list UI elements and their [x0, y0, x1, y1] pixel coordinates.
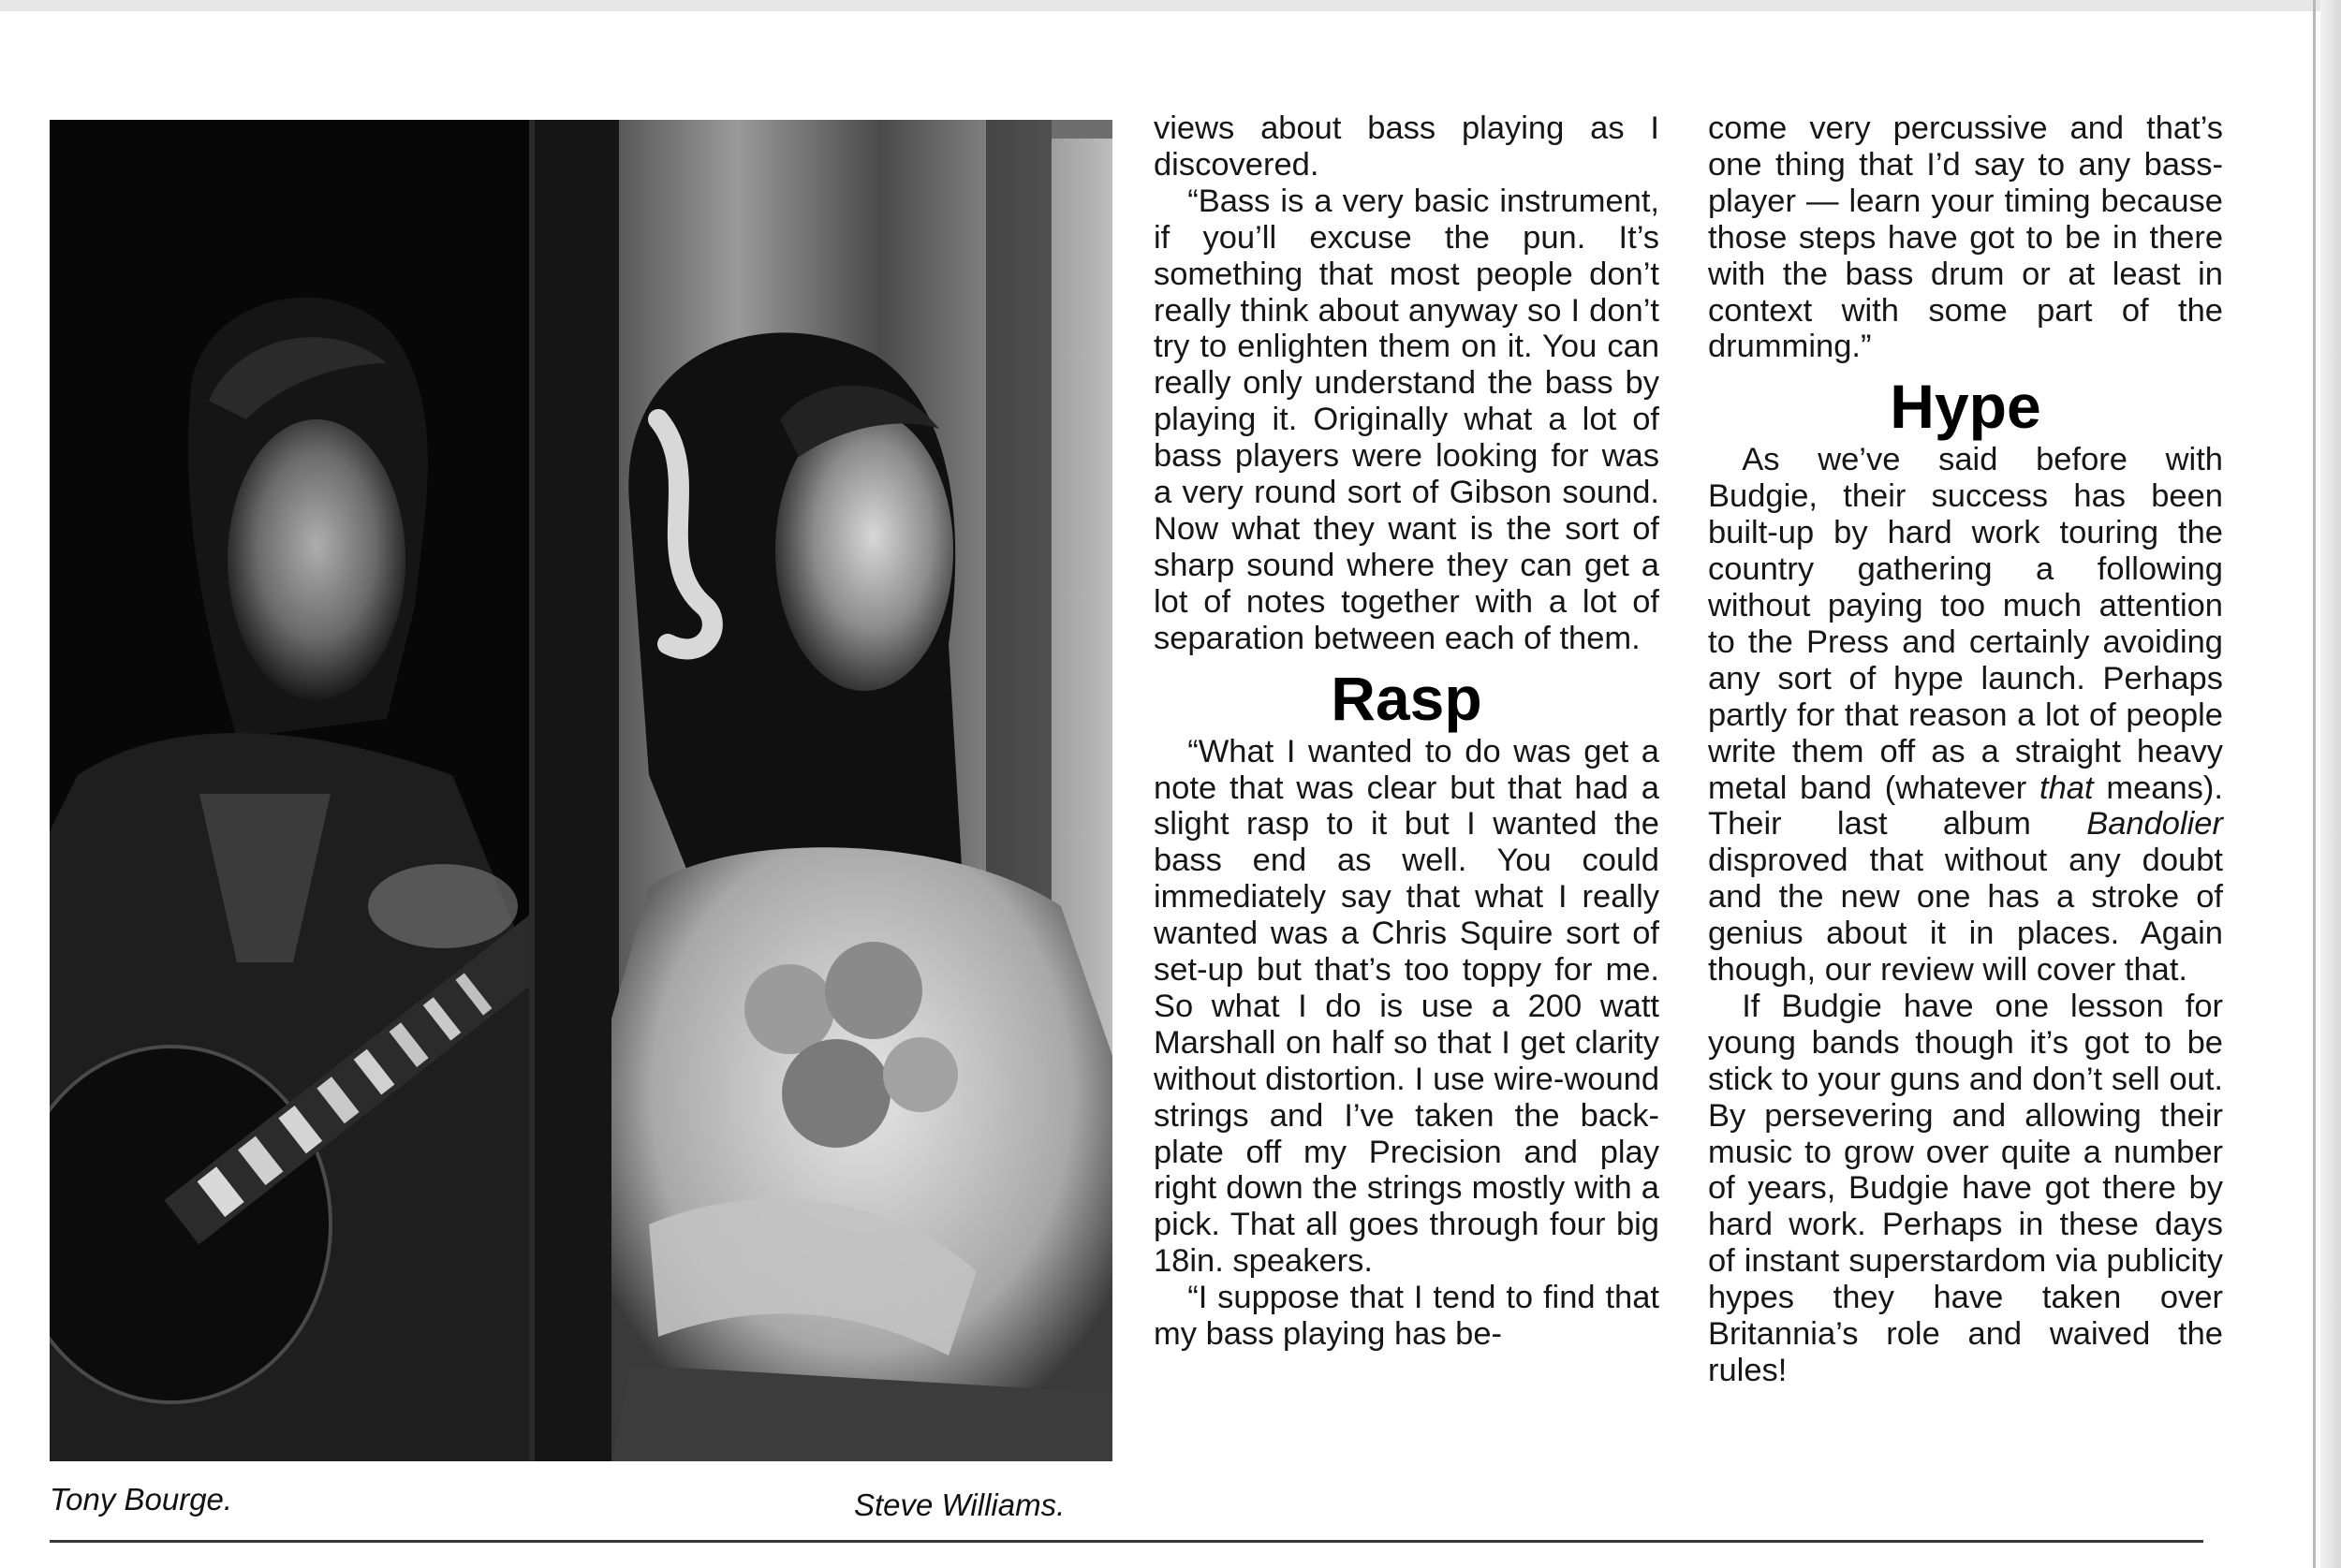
scan-right-edge — [2320, 0, 2341, 1568]
photo-caption-right: Steve Williams. — [854, 1487, 1066, 1522]
text-run: As we’ve said before with Budgie, their success has been built-up by hard work touring the country gathering a following without paying too much attention to the Press and certainly avoiding any sort of hype launch. Perhaps partly for that reason a lot of people write them off as a straight heavy metal band (whatever — [1708, 442, 2223, 806]
paragraph: views about bass playing as I discovered. — [1154, 110, 1659, 183]
paragraph — [1708, 442, 2223, 989]
photo-caption-left: Tony Bourge. — [50, 1482, 233, 1517]
scan-right-edge-line — [2313, 0, 2316, 1568]
album-title: Bandolier — [2086, 806, 2223, 843]
text-run: disproved that without any doubt and the new one has a stroke of genius about it in places. Again though, our review will cover that. — [1708, 843, 2223, 989]
paragraph: If Budgie have one lesson for young bands though it’s got to be stick to your guns and don’t sell out. By persevering and allowing their music to grow over quite a number of years, Budgie have got there by hard work. Perhaps in these days of instant superstardom via publicity hypes they have taken over Britannia’s role and waived the rules! — [1708, 988, 2223, 1388]
paragraph: “I suppose that I tend to find that my bass playing has be- — [1154, 1280, 1659, 1353]
emphasis: that — [2039, 769, 2094, 806]
paragraph: “Bass is a very basic instrument, if you’ll excuse the pun. It’s something that most people don’t really think about anyway so I don’t try to enlighten them on it. You can really only understand the bass by playing it. Originally what a lot of bass players were looking for was a very round sort of Gibson sound. Now what they want is the sort of sharp sound where they can get a lot of notes together with a lot of separation between each of them. — [1154, 183, 1659, 656]
scan-top-edge — [0, 0, 2341, 11]
band-photo — [50, 120, 1112, 1461]
section-heading-rasp: Rasp — [1331, 663, 1482, 733]
bottom-rule — [50, 1540, 2203, 1543]
article-column-2 — [1708, 110, 2223, 1389]
band-photo-illustration — [50, 120, 1112, 1461]
paragraph: come very percussive and that’s one thing that I’d say to any bass-player — learn your timing because those steps have got to be in there with the bass drum or at least in context with some part of the drumming.” — [1708, 110, 2223, 365]
paragraph: “What I wanted to do was get a note that was clear but that had a slight rasp to it but I wanted the bass end as well. You could immediately say that what I really wanted was a Chris Squire sort of set-up but that’s too toppy for me. So what I do is use a 200 watt Marshall on half so that I get clarity without distortion. I use wire-wound strings and I’ve taken the back-plate off my Precision and play right down the strings mostly with a pick. That all goes through four big 18in. speakers. — [1154, 733, 1659, 1280]
text-run: means). Their last album — [1708, 769, 2223, 843]
article-column-1 — [1154, 110, 1659, 1353]
section-heading-hype: Hype — [1890, 372, 2041, 442]
